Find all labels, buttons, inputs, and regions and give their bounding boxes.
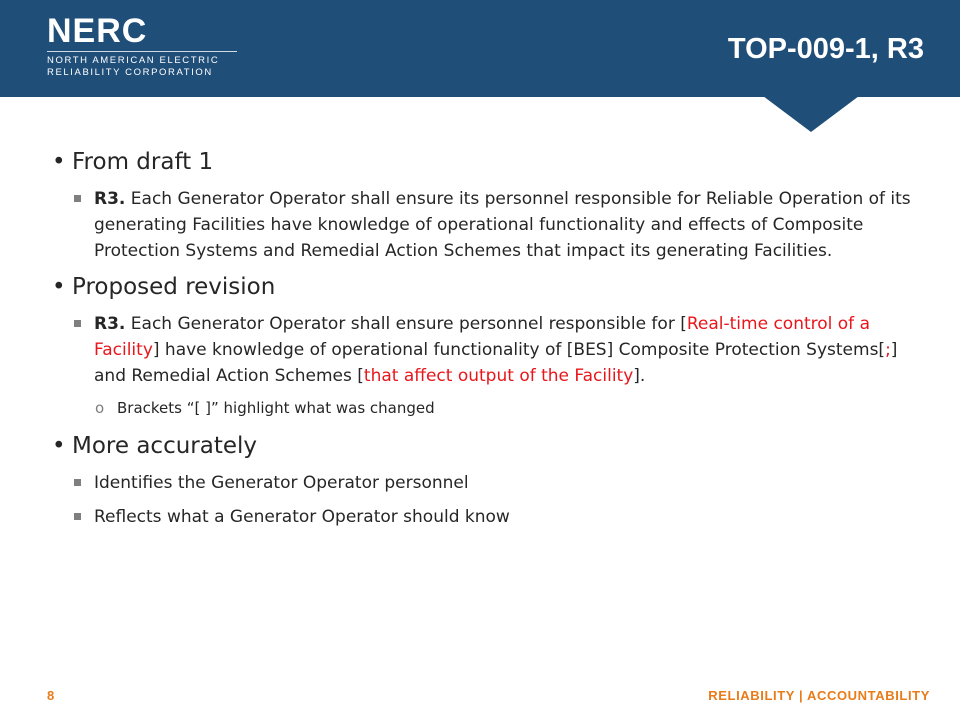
bullet-dot-icon: • <box>52 433 66 459</box>
bullet-heading: Proposed revision <box>72 274 276 300</box>
square-bullet-icon <box>74 320 81 327</box>
r3-body-part1: Each Generator Operator shall ensure personnel responsible for [ <box>125 314 687 334</box>
footer-tagline: RELIABILITY | ACCOUNTABILITY <box>708 688 930 703</box>
page-number: 8 <box>47 688 55 703</box>
bullet-proposed-revision <box>50 272 912 302</box>
bullet-more-accurately <box>50 431 912 461</box>
brackets-note <box>95 397 912 419</box>
list-item-text: Identifies the Generator Operator personnel <box>94 473 469 493</box>
circle-bullet-icon: o <box>95 399 105 417</box>
list-item-text: Reflects what a Generator Operator should know <box>94 507 510 527</box>
bullet-heading: More accurately <box>72 433 258 459</box>
r3-body-part2: ] have knowledge of operational functionality of [BES] Composite Protection Systems[ <box>152 340 886 360</box>
bullet-heading: From draft 1 <box>72 149 214 175</box>
r3-body-part4: ]. <box>633 366 646 386</box>
logo-divider <box>47 51 237 52</box>
bullet-dot-icon: • <box>52 274 66 300</box>
slide-content <box>50 147 912 538</box>
r3-change-2: ; <box>885 340 891 360</box>
bullet-dot-icon: • <box>52 149 66 175</box>
logo-subtitle-line1: NORTH AMERICAN ELECTRIC <box>47 55 220 66</box>
nerc-logo <box>47 14 247 84</box>
brackets-note-text: Brackets “[ ]” highlight what was changed <box>117 399 435 417</box>
header-notch-icon <box>0 96 960 136</box>
square-bullet-icon <box>74 479 81 486</box>
r3-label: R3. <box>94 189 126 209</box>
r3-label: R3. <box>94 314 126 334</box>
r3-change-3: that affect output of the Facility <box>363 366 634 386</box>
revision-r3-text <box>94 311 912 389</box>
logo-wordmark: NERC <box>47 12 148 50</box>
r3-body-part3: ] and Remedial Action Schemes [ <box>94 340 898 386</box>
list-item <box>94 504 912 530</box>
r3-body: Each Generator Operator shall ensure its personnel responsible for Reliable Operation of its generating Facilities have knowledge of operational functionality and effects of Composite Protection Systems and Remedial Action Schemes that impact its generating Facilities. <box>94 189 911 261</box>
slide-title: TOP-009-1, R3 <box>727 33 924 65</box>
square-bullet-icon <box>74 195 81 202</box>
bullet-from-draft-1 <box>50 147 912 177</box>
draft1-r3-text <box>94 186 912 264</box>
square-bullet-icon <box>74 513 81 520</box>
r3-change-1: Real-time control of a Facility <box>94 314 870 360</box>
header-bar <box>0 0 960 97</box>
list-item <box>94 470 912 496</box>
logo-subtitle-line2: RELIABILITY CORPORATION <box>47 67 213 78</box>
